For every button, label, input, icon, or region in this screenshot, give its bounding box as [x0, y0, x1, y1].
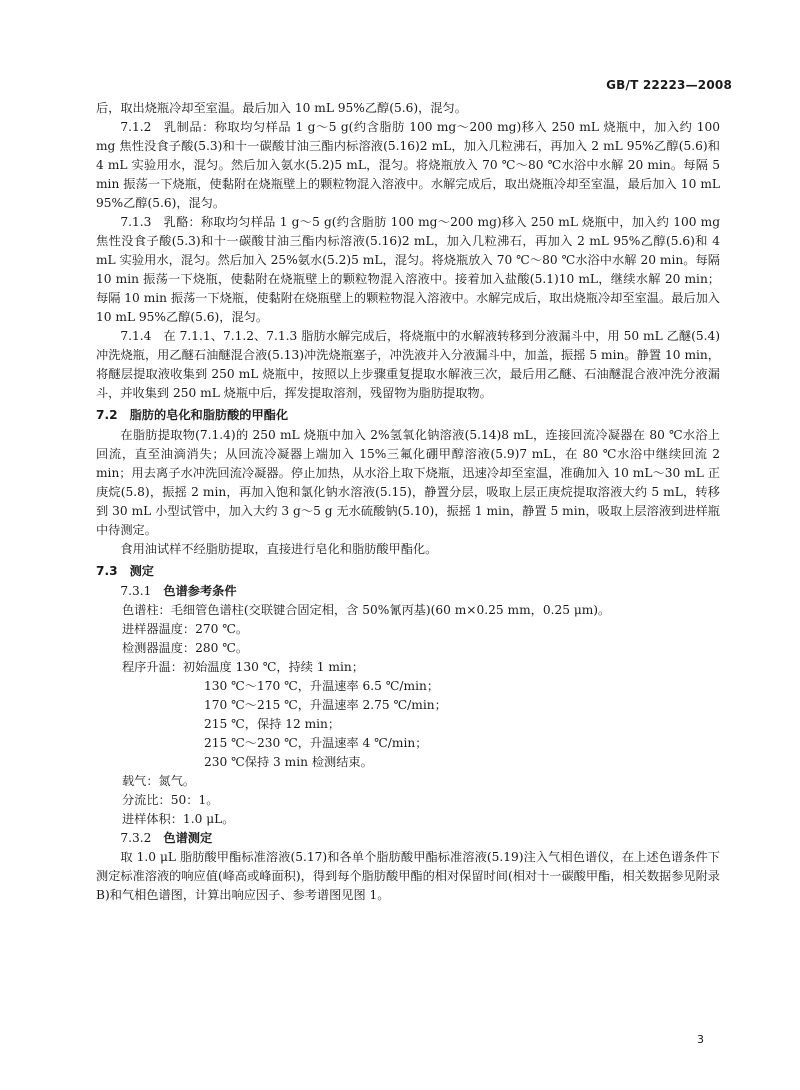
heading-title: 脂肪的皂化和脂肪酸的甲酯化 [129, 408, 289, 422]
heading-title: 色谱参考条件 [163, 584, 237, 598]
clause-text: 在 7.1.1、7.1.2、7.1.3 脂肪水解完成后，将烧瓶中的水解液转移到分液漏斗中，用 50 mL 乙醚(5.4)冲洗烧瓶，用乙醚石油醚混合液(5.13)冲洗烧瓶塞子，冲洗液并入分液漏斗中，加盖，振摇 5 min。静置 10 min，将醚层提取液收集到 250 mL 烧瓶中，按照以上步骤重复提取水解液三次，最后用乙醚、石油醚混合液冲洗分液漏斗，并收集到 250 mL 烧瓶中后，挥发提取溶剂，残留物为脂肪提取物。 [96, 329, 720, 400]
temperature-step: 230 ℃保持 3 min 检测结束。 [204, 755, 373, 769]
condition-line: 色谱柱：毛细管色谱柱(交联键合固定相，含 50%氰丙基)(60 m×0.25 mm，0.25 μm)。 [122, 603, 611, 617]
heading-number: 7.3.2 [120, 831, 152, 845]
clause-number: 7.1.2 [120, 120, 152, 134]
section-heading-7-2 [96, 406, 720, 425]
subsection-heading-7-3-2 [96, 829, 720, 848]
temperature-step: 215 ℃，保持 12 min； [204, 717, 341, 731]
clause-number: 7.1.3 [120, 215, 152, 229]
clause-text: 乳酪：称取均匀样品 1 g～5 g(约含脂肪 100 mg～200 mg)移入 250 mL 烧瓶中，加入约 100 mg 焦性没食子酸(5.3)和十一碳酸甘油三酯内标溶液(5.16)2 mL，加入几粒沸石，再加入 2 mL 95%乙醇(5.6)和 4 mL 实验用水，混匀。然后加入 25%氨水(5.2)5 mL，混匀。将烧瓶放入 70 ℃～80 ℃水浴中水解 20 min。每隔 10 min 振荡一下烧瓶，使黏附在烧瓶壁上的颗粒物混入溶液中。接着加入盐酸(5.1)10 mL，继续水解 20 min；每隔 10 min 振荡一下烧瓶，使黏附在烧瓶壁上的颗粒物混入溶液中。水解完成后，取出烧瓶冷却至室温。最后加入 10 mL 95%乙醇(5.6)，混匀。 [96, 215, 720, 324]
paragraph: 在脂肪提取物(7.1.4)的 250 mL 烧瓶中加入 2%氢氧化钠溶液(5.14)8 mL，连接回流冷凝器在 80 ℃水浴上回流，直至油滴消失；从回流冷凝器上端加入 15%三氟化硼甲醇溶液(5.9)7 mL，在 80 ℃水浴中继续回流 2 min；用去离子水冲洗回流冷凝器。停止加热，从水浴上取下烧瓶，迅速冷却至室温，准确加入 10 mL～30 mL 正庚烷(5.8)，振摇 2 min，再加入饱和氯化钠水溶液(5.15)，静置分层，吸取上层正庚烷提取溶液大约 5 mL，转移到 30 mL 小型试管中，加入大约 3 g～5 g 无水硫酸钠(5.10)，振摇 1 min，静置 5 min，吸取上层溶液到进样瓶中待测定。 [96, 428, 720, 537]
clause-7-1-4 [96, 327, 720, 403]
standard-code: GB/T 22223—2008 [606, 78, 732, 92]
heading-title: 测定 [129, 564, 154, 578]
document-body [96, 99, 720, 905]
paragraph: 取 1.0 μL 脂肪酸甲酯标准溶液(5.17)和各单个脂肪酸甲酯标准溶液(5.19)注入气相色谱仪，在上述色谱条件下测定标准溶液的响应值(峰高或峰面积)，得到每个脂肪酸甲酯的相对保留时间(相对十一碳酸甲酯，相关数据参见附录 B)和气相色谱图，计算出响应因子、参考谱图见图 1。 [96, 850, 720, 902]
temperature-step: 215 ℃～230 ℃，升温速率 4 ℃/min； [204, 736, 428, 750]
heading-title: 色谱测定 [163, 831, 213, 845]
section-heading-7-3 [96, 562, 720, 581]
heading-number: 7.2 [96, 408, 118, 422]
page-number: 3 [697, 1033, 704, 1046]
clause-7-1-2 [96, 118, 720, 213]
subsection-heading-7-3-1 [96, 582, 720, 601]
condition-line: 分流比：50：1。 [122, 793, 219, 807]
paragraph: 后，取出烧瓶冷却至室温。最后加入 10 mL 95%乙醇(5.6)，混匀。 [96, 101, 467, 115]
heading-number: 7.3.1 [120, 584, 152, 598]
paragraph: 食用油试样不经脂肪提取，直接进行皂化和脂肪酸甲酯化。 [120, 542, 438, 556]
temperature-step: 130 ℃～170 ℃，升温速率 6.5 ℃/min； [204, 679, 440, 693]
condition-line: 检测器温度：280 ℃。 [122, 641, 249, 655]
heading-number: 7.3 [96, 564, 118, 578]
clause-number: 7.1.4 [120, 329, 152, 343]
clause-text: 乳制品：称取均匀样品 1 g～5 g(约含脂肪 100 mg～200 mg)移入 250 mL 烧瓶中，加入约 100 mg 焦性没食子酸(5.3)和十一碳酸甘油三酯内标溶液(5.16)2 mL，加入几粒沸石，再加入 2 mL 95%乙醇(5.6)和 4 mL 实验用水，混匀。然后加入氨水(5.2)5 mL，混匀。将烧瓶放入 70 ℃～80 ℃水浴中水解 20 min。每隔 5 min 振荡一下烧瓶，使黏附在烧瓶壁上的颗粒物混入溶液中。水解完成后，取出烧瓶冷却至室温，最后加入 10 mL 95%乙醇(5.6)，混匀。 [96, 120, 720, 210]
condition-line: 进样体积：1.0 μL。 [122, 812, 235, 826]
condition-line: 载气：氮气。 [122, 774, 196, 788]
temperature-step: 170 ℃～215 ℃，升温速率 2.75 ℃/min； [204, 698, 447, 712]
clause-7-1-3 [96, 213, 720, 327]
condition-line: 进样器温度：270 ℃。 [122, 622, 249, 636]
condition-line: 程序升温：初始温度 130 ℃，持续 1 min； [122, 660, 364, 674]
